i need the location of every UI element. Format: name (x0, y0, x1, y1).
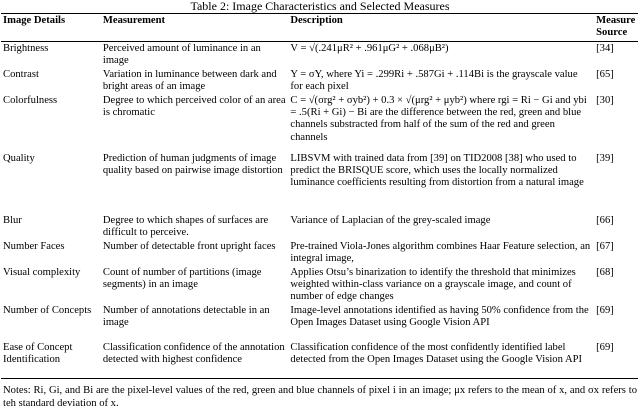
description-cell: C = √(σrg² + σyb²) + 0.3 × √(μrg² + μyb²) where rgi = Ri − Gi and ybi = .5(Ri + Gi) − Bi are the difference between the red, green and blue channels substracted from half of the sum of the red and green channels (290, 95, 587, 143)
description-cell: Y = σY, where Yi = .299Ri + .587Gi + .114Bi is the grayscale value for each pixel (290, 69, 578, 93)
source-cell: [69] (594, 341, 638, 379)
measurement-cell: Count of number of partitions (image segments) in an image (102, 267, 262, 291)
description-cell: Variance of Laplacian of the grey-scaled image (290, 215, 491, 226)
description-cell: Pre-trained Viola-Jones algorithm combines Haar Feature selection, an integral image, (290, 241, 591, 265)
measurement-cell: Number of annotations detectable in an image (102, 305, 270, 329)
header-image-details: Image Details (1, 14, 101, 42)
source-cell: [69] (596, 305, 614, 316)
header-measure-source: Measure Source (594, 14, 638, 42)
measurement-cell: Number of detectable front upright faces (102, 241, 276, 252)
detail-cell: Blur (3, 215, 22, 226)
table-row (1, 68, 638, 94)
source-cell: [30] (596, 95, 614, 106)
source-cell: [66] (596, 215, 614, 226)
detail-cell: Visual complexity (3, 267, 81, 278)
source-cell: [39] (596, 153, 614, 164)
detail-cell: Colorfulness (3, 95, 58, 106)
table-caption: Table 2: Image Characteristics and Selected Measures (190, 0, 450, 13)
table-row (1, 240, 638, 266)
table-row (1, 42, 638, 69)
measurement-cell: Variation in luminance between dark and bright areas of an image (102, 69, 277, 93)
description-cell: V = √(.241μR² + .961μG² + .068μB²) (290, 43, 449, 54)
image-measures-table (1, 13, 638, 379)
detail-cell: Brightness (3, 43, 49, 54)
table-row (1, 214, 638, 240)
source-cell: [68] (596, 267, 614, 278)
table-row (1, 152, 638, 214)
measurement-cell: Perceived amount of luminance in an image (102, 43, 261, 67)
detail-cell: Quality (3, 153, 35, 164)
table-row (1, 341, 638, 379)
table-notes: Notes: Ri, Gi, and Bi are the pixel-level values of the red, green and blue channels of pixel i in an image; μx refers to the mean of x, and σx refers to teh standard deviation of x. (3, 385, 637, 409)
source-cell: [65] (596, 69, 614, 80)
measurement-cell: Prediction of human judgments of image quality based on pairwise image distortion (102, 153, 283, 177)
detail-cell: Ease of Concept Identification (1, 341, 101, 379)
measurement-cell: Classification confidence of the annotation detected with highest confidence (101, 341, 289, 379)
detail-cell: Number Faces (3, 241, 65, 252)
description-cell: LIBSVM with trained data from [39] on TID2008 [38] who used to predict the BRISQUE score, which uses the locally normalized luminance coefficients resulting from distortion from a natural image (290, 153, 584, 189)
source-cell: [34] (596, 43, 614, 54)
description-cell: Image-level annotations identified as having 50% confidence from the Open Images Dataset using Google Vision API (290, 305, 589, 329)
source-cell: [67] (596, 241, 614, 252)
table-row (1, 304, 638, 341)
table-row (1, 94, 638, 152)
description-cell: Applies Otsu’s binarization to identify the threshold that minimizes weighted within-class variance on a grayscale image, and count of number of edge changes (290, 267, 576, 303)
header-description: Description (288, 14, 594, 42)
detail-cell: Contrast (3, 69, 39, 80)
measurement-cell: Degree to which shapes of surfaces are difficult to perceive. (102, 215, 269, 239)
table-row (1, 266, 638, 304)
header-measurement: Measurement (101, 14, 289, 42)
header-row (1, 14, 638, 42)
measurement-cell: Degree to which perceived color of an area is chromatic (102, 95, 286, 119)
detail-cell: Number of Concepts (3, 305, 92, 316)
description-cell: Classification confidence of the most confidently identified label detected from the Open Images Dataset using the Google Vision API (288, 341, 594, 379)
